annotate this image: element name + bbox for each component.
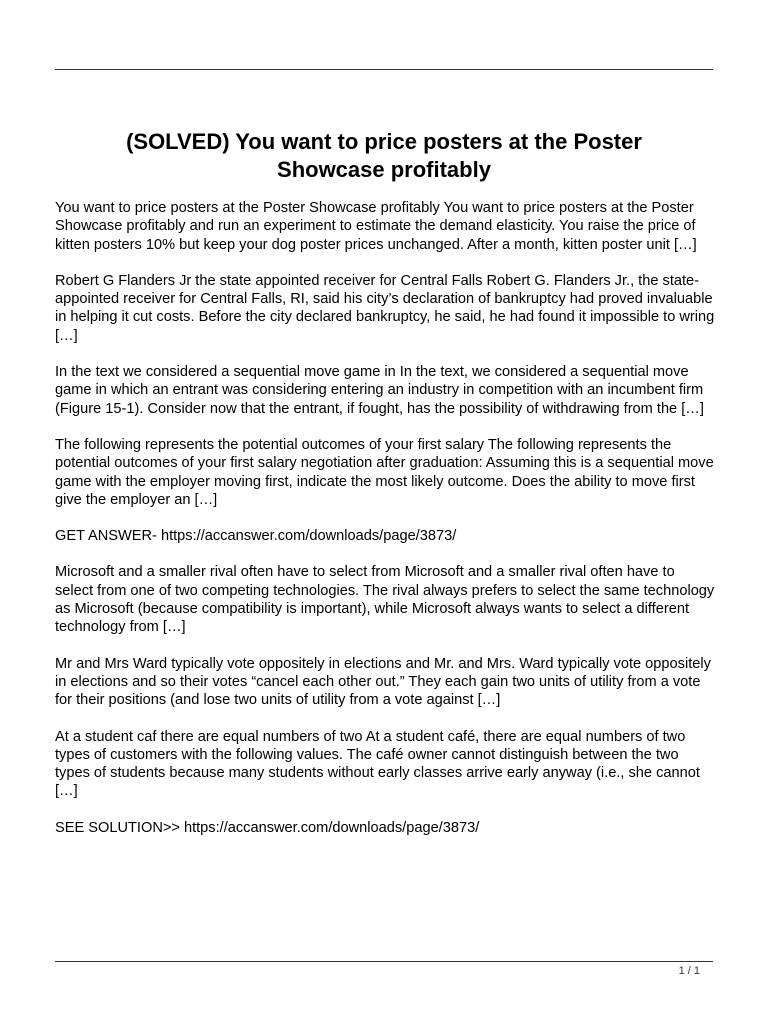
header-rule <box>55 69 713 70</box>
paragraph-salary: The following represents the potential outcomes of your first salary The following represents the potential outcomes of your first salary negotiation after graduation: Assuming this is a sequential move game with the employer moving first, indicate the most likely outcome. Does the ability to move first give the employer an […] <box>55 436 714 508</box>
see-solution-link[interactable]: SEE SOLUTION>> https://accanswer.com/downloads/page/3873/ <box>55 819 480 836</box>
paragraph-central-falls: Robert G Flanders Jr the state appointed receiver for Central Falls Robert G. Flanders Jr., the state-appointed receiver for Central Falls, RI, said his city’s declaration of bankruptcy had proved invaluable in helping it cut costs. Before the city declared bankruptcy, he said, he had found it impossible to wring […] <box>55 272 715 344</box>
paragraph-ward-vote: Mr and Mrs Ward typically vote oppositely in elections and Mr. and Mrs. Ward typically vote oppositely in elections and so their votes “cancel each other out.” They each gain two units of utility from a vote for their positions (and lose two units of utility from a vote against […] <box>55 655 711 709</box>
footer-rule <box>55 961 713 962</box>
get-answer-link[interactable]: GET ANSWER- https://accanswer.com/downloads/page/3873/ <box>55 528 457 545</box>
paragraph-student-cafe: At a student caf there are equal numbers of two At a student café, there are equal numbers of two types of customers with the following values. The café owner cannot distinguish between the two types of students because many students without early classes arrive early anyway (i.e., she cannot […] <box>55 728 700 800</box>
paragraph-microsoft: Microsoft and a smaller rival often have to select from Microsoft and a smaller rival often have to select from one of two competing technologies. The rival always prefers to select the same technology as Microsoft (because compatibility is important), while Microsoft always wants to select a different technology from […] <box>55 564 715 636</box>
paragraph-posters: You want to price posters at the Poster Showcase profitably You want to price posters at the Poster Showcase profitably and run an experiment to estimate the demand elasticity. You raise the price of kitten posters 10% but keep your dog poster prices unchanged. After a month, kitten poster unit […] <box>55 200 697 253</box>
document-body <box>55 199 715 855</box>
page-number: 1 / 1 <box>678 965 700 977</box>
paragraph-sequential-move: In the text we considered a sequential move game in In the text, we considered a sequential move game in which an entrant was considering entering an industry in competition with an incumbent firm (Figure 15-1). Consider now that the entrant, if fought, has the possibility of withdrawing from the […] <box>55 364 704 417</box>
document-title: (SOLVED) You want to price posters at the Poster Showcase profitably <box>126 129 642 182</box>
